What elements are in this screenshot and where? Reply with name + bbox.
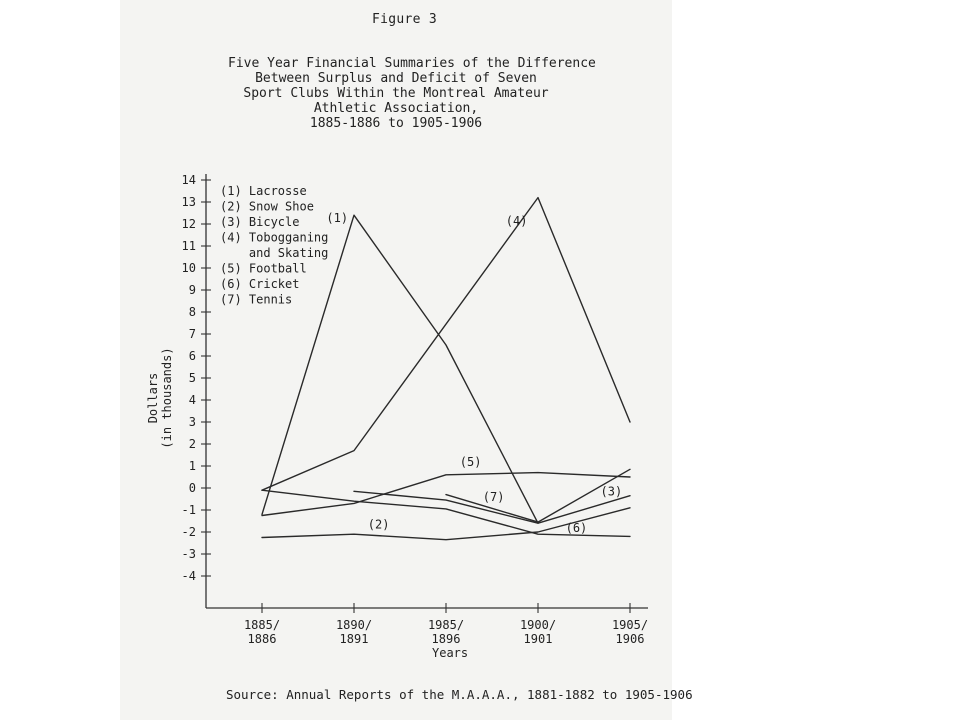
y-tick-label: 7 [188, 327, 196, 341]
y-tick-label: 8 [188, 305, 196, 319]
y-tick-label: 11 [181, 239, 196, 253]
x-tick-label: 1905/ [611, 618, 649, 632]
chart-title-line: Sport Clubs Within the Montreal Amateur [243, 86, 549, 101]
y-tick-label: 6 [188, 349, 196, 363]
legend-entry: (6) Cricket [220, 277, 300, 291]
series-marker-label: (7) [482, 490, 505, 505]
y-tick-label: 2 [188, 437, 196, 451]
series-marker-label: (5) [459, 455, 482, 469]
series-marker-label: (2) [367, 517, 390, 532]
legend-entry: (1) Lacrosse [220, 184, 307, 198]
legend-entry: and Skating [220, 246, 329, 260]
x-tick-label: 1900/ [519, 618, 557, 632]
source-note: Source: Annual Reports of the M.A.A.A., 1881-1882 to 1905-1906 [226, 687, 693, 702]
x-axis-label: Years [432, 646, 469, 660]
y-tick-label: -1 [181, 503, 196, 517]
x-tick-label: 1890/ [335, 618, 373, 632]
y-tick-label: 14 [181, 173, 196, 187]
y-tick-label: 3 [188, 415, 196, 429]
y-tick-label: 1 [188, 459, 196, 473]
y-tick-label: -3 [181, 547, 196, 561]
y-tick-label: 12 [181, 217, 196, 231]
chart-title-line: 1885-1886 to 1905-1906 [309, 116, 483, 131]
y-tick-label: -2 [181, 525, 196, 539]
x-tick-label: 1906 [615, 632, 645, 646]
legend-entry: (7) Tennis [220, 292, 293, 307]
y-tick-label: 4 [188, 393, 196, 407]
legend-entry: (2) Snow Shoe [220, 199, 314, 214]
x-tick-label: 1985/ [427, 618, 465, 632]
legend-entry: (5) Football [220, 261, 307, 276]
x-tick-label: 1891 [339, 632, 369, 646]
chart-title-line: Five Year Financial Summaries of the Difference [228, 56, 596, 71]
x-tick-label: 1885/ [243, 618, 281, 632]
series-marker-label: (3) [600, 484, 623, 499]
chart-title-line: Between Surplus and Deficit of Seven [255, 71, 537, 86]
legend-entry: (3) Bicycle [220, 215, 300, 229]
y-tick-label: 13 [181, 195, 196, 209]
legend-entry: (4) Tobogganing [220, 230, 329, 245]
y-tick-label: 9 [188, 283, 196, 297]
y-axis-label-line: Dollars [146, 372, 160, 424]
x-tick-label: 1901 [523, 632, 553, 646]
series-marker-label: (4) [505, 214, 528, 229]
chart-title-line: Athletic Association, [313, 101, 479, 116]
y-tick-label: -4 [181, 569, 196, 583]
figure-label: Figure 3 [372, 12, 438, 27]
y-tick-label: 5 [188, 371, 196, 385]
y-axis-label-line: (in thousands) [160, 347, 174, 449]
y-tick-label: 0 [188, 481, 196, 495]
y-tick-label: 10 [181, 261, 196, 275]
x-tick-label: 1896 [431, 632, 461, 646]
series-marker-label: (1) [326, 210, 349, 225]
x-tick-label: 1886 [247, 632, 277, 646]
series-marker-label: (6) [565, 521, 588, 535]
